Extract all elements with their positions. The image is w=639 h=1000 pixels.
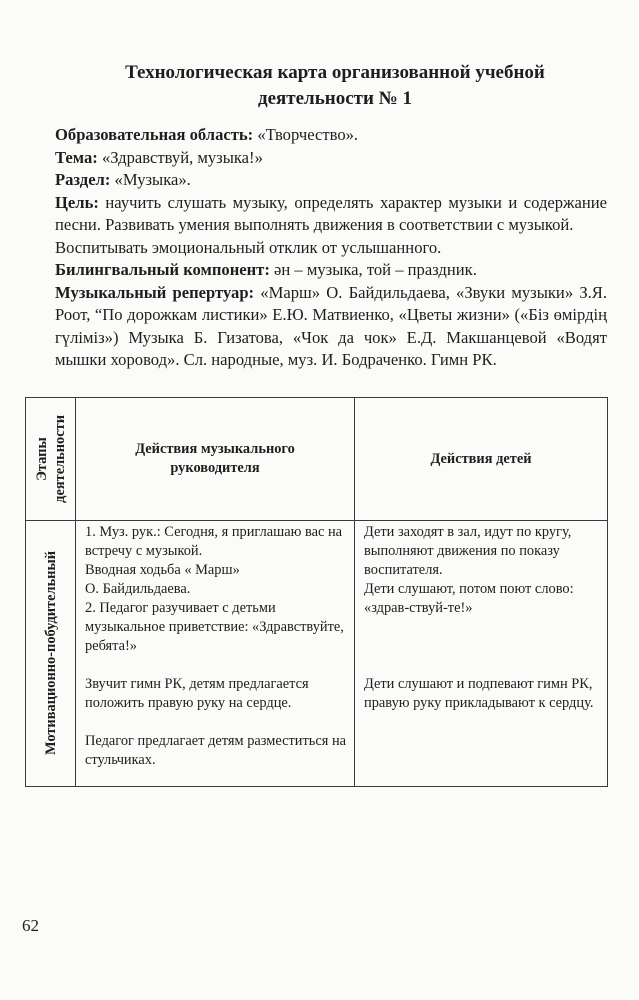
header-director-line-2: руководителя [170, 460, 260, 476]
children-action: Дети слушают и подпевают гимн РК, правую руку прикладывают к сердцу. [364, 676, 594, 711]
title-line-1: Технологическая карта организованной учебной [125, 62, 545, 83]
theme [55, 147, 607, 170]
goal-label: Цель: [55, 192, 99, 212]
header-stages-text [33, 415, 69, 503]
director-action: 1. Муз. рук.: Сегодня, я приглашаю вас на встречу с музыкой. [85, 524, 343, 559]
page-number: 62 [22, 916, 39, 935]
header-director-actions [76, 398, 355, 521]
children-action: Дети слушают, потом поют слово: «здрав-ствуй-те!» [364, 581, 574, 616]
goal-value: научить слушать музыку, определять характер музыки и содержание песни. Развивать умения выполнять движения в соответствии с музыкой. [55, 192, 607, 234]
section [55, 169, 607, 192]
children-action: Дети заходят в зал, идут по кругу, выполняют движения по показу воспитателя. [364, 524, 572, 578]
lesson-details [55, 124, 607, 372]
table-row [26, 521, 608, 787]
bilingual-label: Билингвальный компонент: [55, 260, 270, 279]
educational-area-label: Образовательная область: [55, 125, 254, 144]
technology-map-table [25, 397, 608, 787]
section-value: «Музыка». [110, 170, 191, 189]
title-line-2: деятельности № 1 [257, 88, 413, 109]
header-stages-line-1: Этапы [33, 437, 50, 481]
bilingual-value: ән – музыка, той – праздник. [269, 260, 477, 279]
goal [55, 192, 607, 237]
table-header-row [26, 398, 608, 521]
director-action: Педагог предлагает детям разместиться на стульчиках. [85, 733, 347, 768]
director-action: Звучит гимн РК, детям предлагается положить правую руку на сердце. [85, 676, 309, 711]
page-title [60, 60, 610, 112]
musical-repertoire [55, 282, 607, 372]
director-action: 2. Педагог разучивает с детьми музыкальное приветствие: «Здравствуйте, ребята!» [85, 600, 344, 654]
children-actions-cell [355, 521, 608, 787]
director-action: Вводная ходьба « Марш» [85, 562, 240, 578]
theme-label: Тема: [55, 147, 98, 167]
nurture: Воспитывать эмоциональный отклик от услышанного. [55, 237, 442, 257]
repertoire-value: «Марш» О. Байдильдаева, «Звуки музыки» З.Я. Роот, “По дорожкам листики» Е.Ю. Матвиенко, «Цветы жизни» («Біз өмірдің гүлімiз») Музыка Б. Гизатова, «Чок да чок» Е.Д. Макшанцевой «Водят мышки хоровод». Сл. народные, муз. И. Бодраченко. Гимн РК. [55, 282, 607, 369]
header-stages [26, 398, 76, 521]
director-actions-cell [76, 521, 355, 787]
director-action: О. Байдильдаева. [85, 581, 191, 597]
theme-value: «Здравствуй, музыка!» [97, 147, 263, 167]
header-children-actions: Действия детей [355, 398, 608, 521]
bilingual-component [55, 259, 607, 282]
educational-area [55, 124, 607, 147]
section-label: Раздел: [55, 170, 111, 189]
stage-cell [26, 521, 76, 787]
header-director-line-1: Действия музыкального [135, 441, 295, 457]
repertoire-label: Музыкальный репертуар: [55, 282, 255, 302]
header-stages-line-2: деятельности [51, 415, 68, 503]
stage-label: Мотивационно-побудительный [42, 550, 59, 756]
educational-area-value: «Творчество». [253, 125, 359, 144]
